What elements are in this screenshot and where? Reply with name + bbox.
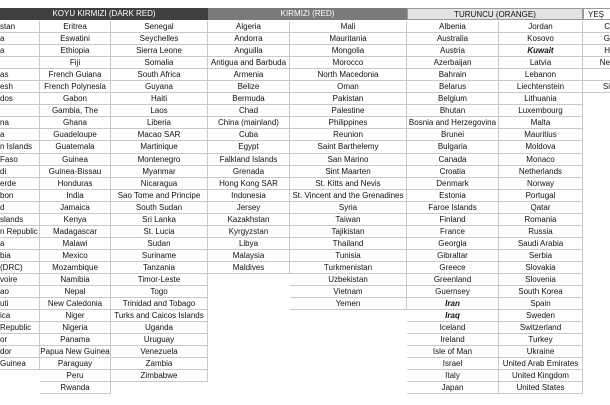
country-cell: United States (499, 382, 583, 394)
country-cell: Guinea-Bissau (40, 166, 111, 178)
country-cell: Bhutan (407, 105, 499, 117)
country-cell: Falkland Islands (208, 154, 290, 166)
country-cell: Hong Kong SAR (208, 178, 290, 190)
country-cell: Trinidad and Tobago (111, 298, 208, 310)
country-cell: Greece (407, 262, 499, 274)
country-cell: Syria (290, 202, 407, 214)
country-cell: Rwanda (40, 382, 111, 394)
country-cell: ao (0, 286, 40, 298)
country-cell: G (583, 33, 610, 45)
country-cell: Belgium (407, 93, 499, 105)
yellow-column-1 (583, 21, 610, 93)
country-cell: Bahrain (407, 69, 499, 81)
country-cell: Iran (407, 298, 499, 310)
country-cell: Serbia (499, 250, 583, 262)
country-cell: Haiti (111, 93, 208, 105)
country-cell: uti (0, 298, 40, 310)
country-cell: Andorra (208, 33, 290, 45)
country-cell: Nepal (40, 286, 111, 298)
country-cell: Estonia (407, 190, 499, 202)
orange-column-1 (407, 21, 499, 394)
country-cell (0, 105, 40, 117)
country-cell: ica (0, 310, 40, 322)
country-cell: Macao SAR (111, 129, 208, 141)
country-cell: Israel (407, 358, 499, 370)
country-cell: Mozambique (40, 262, 111, 274)
country-cell: Uzbekistan (290, 274, 407, 286)
country-cell: Papua New Guinea (40, 346, 111, 358)
country-cell: Madagascar (40, 226, 111, 238)
country-cell: Ethiopia (40, 45, 111, 57)
country-cell: Myanmar (111, 166, 208, 178)
country-cell: French Guiana (40, 69, 111, 81)
country-cell: Guernsey (407, 286, 499, 298)
country-cell: Malta (499, 117, 583, 129)
country-cell: Belarus (407, 81, 499, 93)
country-cell: Sudan (111, 238, 208, 250)
country-cell: Tanzania (111, 262, 208, 274)
country-cell: Gambia, The (40, 105, 111, 117)
country-cell: Reunion (290, 129, 407, 141)
country-cell: as (0, 69, 40, 81)
country-cell: a (0, 129, 40, 141)
country-cell: (DRC) (0, 262, 40, 274)
country-cell: Ireland (407, 334, 499, 346)
country-cell: St. Lucia (111, 226, 208, 238)
country-cell (583, 69, 610, 81)
country-cell: Mexico (40, 250, 111, 262)
country-cell: Tunisia (290, 250, 407, 262)
country-cell: Lithuania (499, 93, 583, 105)
country-cell: Senegal (111, 21, 208, 33)
red-column-1 (208, 21, 290, 274)
country-cell: Suriname (111, 250, 208, 262)
country-cell: Sweden (499, 310, 583, 322)
country-cell: bia (0, 250, 40, 262)
country-cell: Armenia (208, 69, 290, 81)
country-cell: Albenia (407, 21, 499, 33)
country-cell: Oman (290, 81, 407, 93)
country-cell: slands (0, 214, 40, 226)
country-cell: Australia (407, 33, 499, 45)
country-cell: Ukraine (499, 346, 583, 358)
country-cell: Mali (290, 21, 407, 33)
country-cell: Laos (111, 105, 208, 117)
country-cell: Jordan (499, 21, 583, 33)
country-cell: Eswatini (40, 33, 111, 45)
country-cell: or (0, 334, 40, 346)
country-cell: South Sudan (111, 202, 208, 214)
country-cell: Sri Lanka (111, 214, 208, 226)
country-cell: Guinea (40, 154, 111, 166)
country-cell: Vietnam (290, 286, 407, 298)
country-cell (0, 57, 40, 69)
country-cell: Slovakia (499, 262, 583, 274)
country-cell: United Arab Emirates (499, 358, 583, 370)
country-cell: Nicaragua (111, 178, 208, 190)
country-cell: Nigeria (40, 322, 111, 334)
country-cell: Guadeloupe (40, 129, 111, 141)
country-cell: Jamaica (40, 202, 111, 214)
country-cell: Mauritius (499, 129, 583, 141)
country-cell: Isle of Man (407, 346, 499, 358)
country-cell: France (407, 226, 499, 238)
country-cell: Gabon (40, 93, 111, 105)
country-cell: Kenya (40, 214, 111, 226)
country-cell: Eritrea (40, 21, 111, 33)
country-cell: United Kingdom (499, 370, 583, 382)
country-cell: Brunei (407, 129, 499, 141)
country-cell: San Marino (290, 154, 407, 166)
country-cell: Bermuda (208, 93, 290, 105)
country-cell: Romania (499, 214, 583, 226)
country-cell: Georgia (407, 238, 499, 250)
country-cell: H (583, 45, 610, 57)
country-cell: Tajikistan (290, 226, 407, 238)
country-cell: Guatemala (40, 141, 111, 153)
country-cell: Spain (499, 298, 583, 310)
country-cell: Russia (499, 226, 583, 238)
country-cell: Kazakhstan (208, 214, 290, 226)
country-cell: Republic (0, 322, 40, 334)
country-cell: Iraq (407, 310, 499, 322)
country-cell: Kuwait (499, 45, 583, 57)
country-cell: Si (583, 81, 610, 93)
country-cell: Malaysia (208, 250, 290, 262)
country-cell: China (mainland) (208, 117, 290, 129)
country-cell: Fiji (40, 57, 111, 69)
country-cell: South Africa (111, 69, 208, 81)
country-cell: Montenegro (111, 154, 208, 166)
country-cell: Belize (208, 81, 290, 93)
country-cell: Netherlands (499, 166, 583, 178)
country-cell: Italy (407, 370, 499, 382)
country-cell: Namibia (40, 274, 111, 286)
header-dark-red: KOYU KIRMIZI (DARK RED) (0, 8, 208, 20)
country-cell: Yemen (290, 298, 407, 310)
country-cell: Libya (208, 238, 290, 250)
country-cell: Norway (499, 178, 583, 190)
country-cell: Greenland (407, 274, 499, 286)
country-cell: Pakistan (290, 93, 407, 105)
country-cell: Antigua and Barbuda (208, 57, 290, 69)
country-cell: Kosovo (499, 33, 583, 45)
country-cell: n Republic (0, 226, 40, 238)
country-cell: Timor-Leste (111, 274, 208, 286)
country-cell: Somalia (111, 57, 208, 69)
country-cell: St. Kitts and Nevis (290, 178, 407, 190)
country-cell: Kyrgyzstan (208, 226, 290, 238)
country-cell: Chad (208, 105, 290, 117)
country-cell: a (0, 45, 40, 57)
country-cell: Togo (111, 286, 208, 298)
country-cell: voire (0, 274, 40, 286)
country-cell: Zimbabwe (111, 370, 208, 382)
country-cell: Bosnia and Herzegovina (407, 117, 499, 129)
country-cell: Austria (407, 45, 499, 57)
country-cell: Moldova (499, 141, 583, 153)
country-cell: Gibraltar (407, 250, 499, 262)
country-cell: Sao Tome and Principe (111, 190, 208, 202)
country-cell: Grenada (208, 166, 290, 178)
country-cell: Anguilla (208, 45, 290, 57)
country-cell: Cuba (208, 129, 290, 141)
country-cell: Turkmenistan (290, 262, 407, 274)
country-cell: Croatia (407, 166, 499, 178)
country-cell: Malawi (40, 238, 111, 250)
country-cell: Morocco (290, 57, 407, 69)
country-cell: Denmark (407, 178, 499, 190)
header-orange: TURUNCU (ORANGE) (407, 8, 583, 20)
header-red: KIRMIZI (RED) (208, 8, 407, 20)
country-cell: Philippines (290, 117, 407, 129)
country-cell: Panama (40, 334, 111, 346)
dark-red-column-1 (0, 21, 40, 370)
country-cell: Bulgaria (407, 141, 499, 153)
country-cell: Turkey (499, 334, 583, 346)
country-cell: North Macedonia (290, 69, 407, 81)
country-cell: Honduras (40, 178, 111, 190)
country-cell: Jersey (208, 202, 290, 214)
country-cell: Lebanon (499, 69, 583, 81)
country-cell: Mauritania (290, 33, 407, 45)
country-cell: Luxembourg (499, 105, 583, 117)
country-cell: Zambia (111, 358, 208, 370)
country-cell: Thailand (290, 238, 407, 250)
country-cell: Indonesia (208, 190, 290, 202)
country-cell: Qatar (499, 202, 583, 214)
country-cell: Paraguay (40, 358, 111, 370)
country-cell: di (0, 166, 40, 178)
orange-column-2 (499, 21, 583, 394)
country-cell: Niger (40, 310, 111, 322)
country-cell: Switzerland (499, 322, 583, 334)
country-cell: C (583, 21, 610, 33)
red-column-2 (290, 21, 407, 310)
country-cell: Mongolia (290, 45, 407, 57)
country-cell: Uruguay (111, 334, 208, 346)
country-cell: Venezuela (111, 346, 208, 358)
country-cell: Liberia (111, 117, 208, 129)
country-cell: erde (0, 178, 40, 190)
country-cell: Peru (40, 370, 111, 382)
country-cell: Guinea (0, 358, 40, 370)
country-cell: Finland (407, 214, 499, 226)
country-cell: bon (0, 190, 40, 202)
country-cell: Faroe Islands (407, 202, 499, 214)
country-cell: French Polynesia (40, 81, 111, 93)
country-cell: Seychelles (111, 33, 208, 45)
country-cell: Ghana (40, 117, 111, 129)
dark-red-column-3 (111, 21, 208, 382)
country-cell: Slovenia (499, 274, 583, 286)
country-cell: Canada (407, 154, 499, 166)
country-cell: Turks and Caicos Islands (111, 310, 208, 322)
country-cell: Japan (407, 382, 499, 394)
country-cell: Iceland (407, 322, 499, 334)
country-cell: Portugal (499, 190, 583, 202)
country-cell: Saint Barthelemy (290, 141, 407, 153)
country-cell: a (0, 238, 40, 250)
country-cell: Uganda (111, 322, 208, 334)
country-cell: stan (0, 21, 40, 33)
country-cell: a (0, 33, 40, 45)
country-cell: Sierra Leone (111, 45, 208, 57)
country-cell: India (40, 190, 111, 202)
header-yellow: YEŞ (583, 8, 610, 20)
country-cell: Taiwan (290, 214, 407, 226)
country-cell: Ne (583, 57, 610, 69)
country-cell: Guyana (111, 81, 208, 93)
country-cell: Martinique (111, 141, 208, 153)
country-cell: Sint Maarten (290, 166, 407, 178)
country-cell: dos (0, 93, 40, 105)
country-cell: Monaco (499, 154, 583, 166)
dark-red-column-2 (40, 21, 111, 394)
country-cell: South Korea (499, 286, 583, 298)
country-cell: Egypt (208, 141, 290, 153)
country-cell: Latvia (499, 57, 583, 69)
country-cell: Azerbaijan (407, 57, 499, 69)
country-cell: Algeria (208, 21, 290, 33)
country-cell: Faso (0, 154, 40, 166)
country-cell: St. Vincent and the Grenadines (290, 190, 407, 202)
country-cell: Palestine (290, 105, 407, 117)
country-cell: d (0, 202, 40, 214)
country-cell: Saudi Arabia (499, 238, 583, 250)
country-cell: dor (0, 346, 40, 358)
country-cell: n Islands (0, 141, 40, 153)
country-cell: New Caledonia (40, 298, 111, 310)
country-cell: Maldives (208, 262, 290, 274)
country-cell: Liechtenstein (499, 81, 583, 93)
country-cell: esh (0, 81, 40, 93)
country-cell: na (0, 117, 40, 129)
